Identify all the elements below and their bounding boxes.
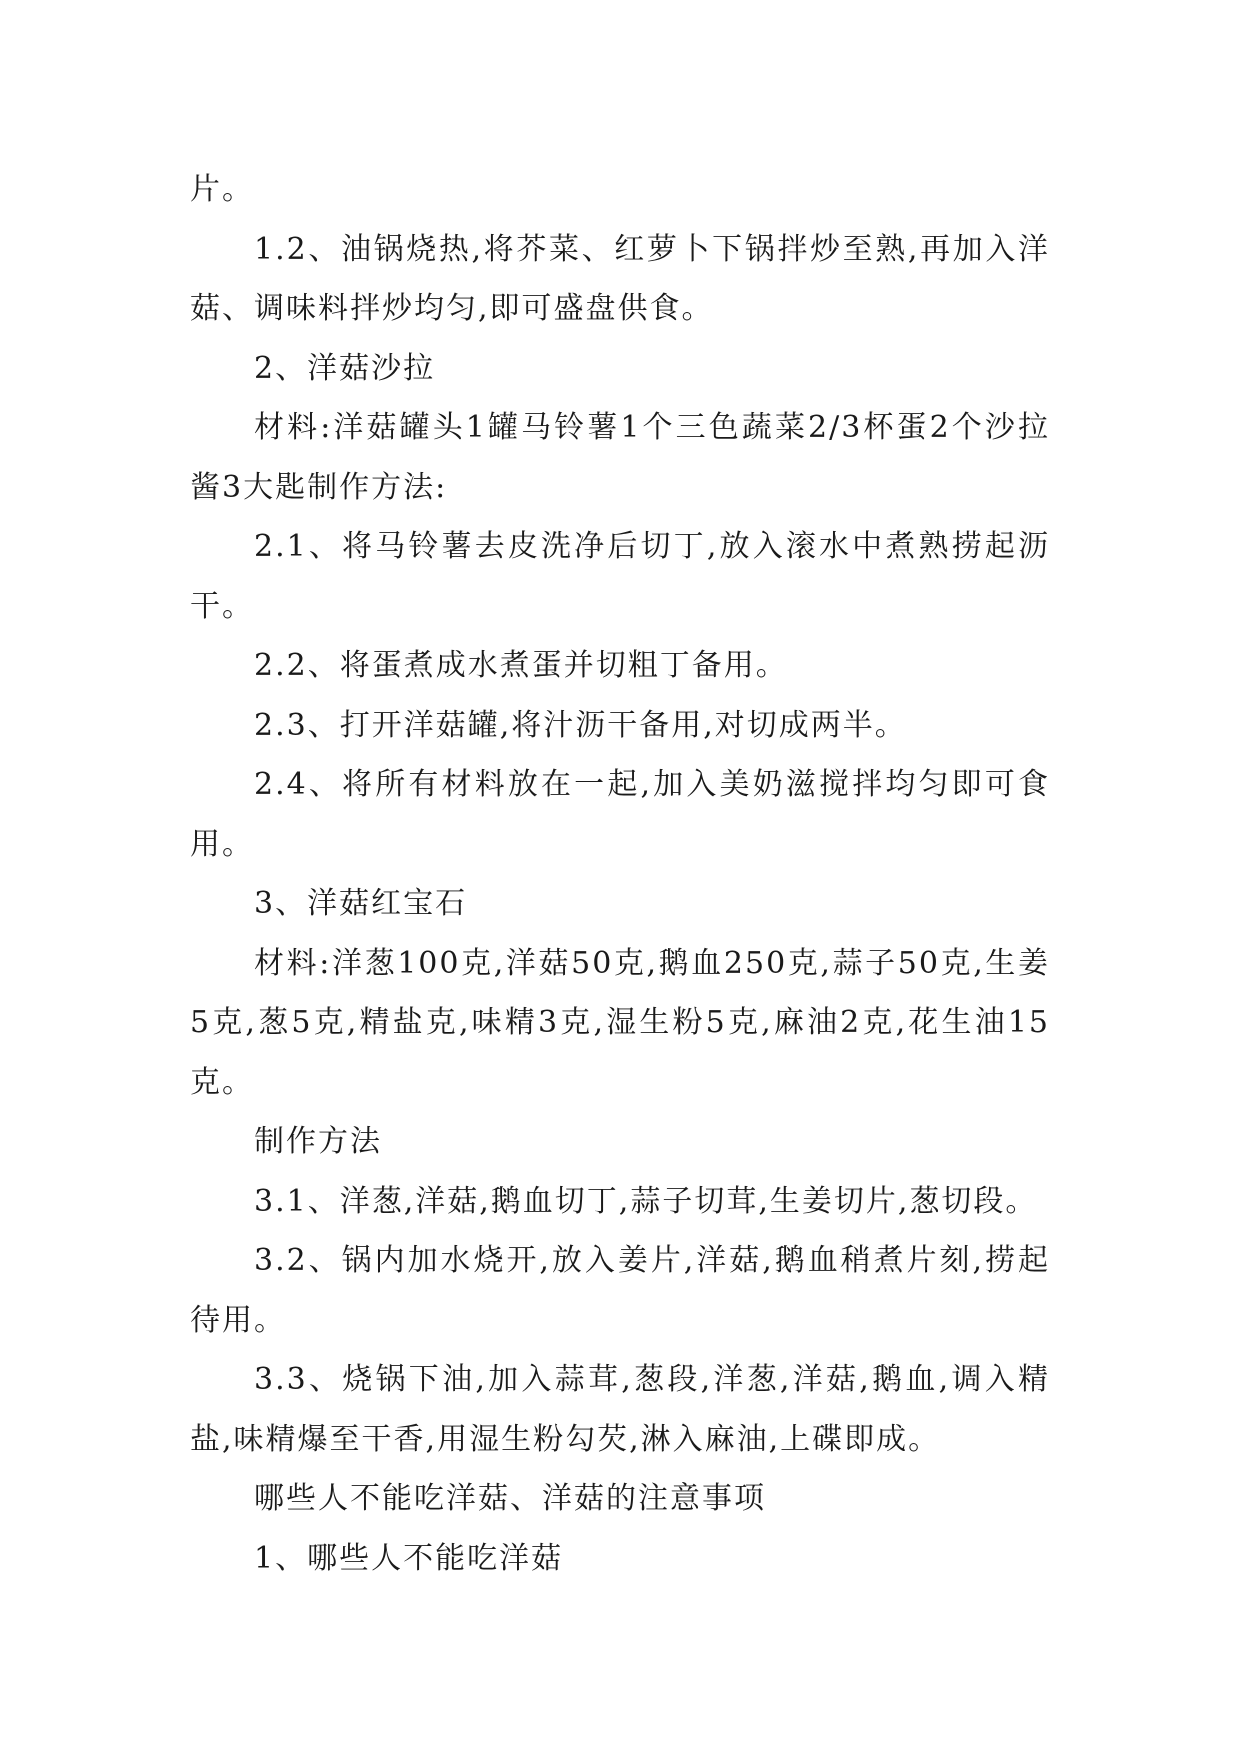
section-heading-precautions: 哪些人不能吃洋菇、洋菇的注意事项: [254, 1481, 766, 1516]
document-body: [190, 160, 1050, 1588]
paragraph-step-2-1: 2.1、将马铃薯去皮洗净后切丁,放入滚水中煮熟捞起沥干。: [190, 529, 1050, 624]
paragraph-step-2-4: 2.4、将所有材料放在一起,加入美奶滋搅拌均匀即可食用。: [190, 767, 1050, 862]
paragraph-step-2-3: 2.3、打开洋菇罐,将汁沥干备用,对切成两半。: [254, 707, 907, 743]
paragraph-method-heading: 制作方法: [254, 1124, 382, 1159]
section-heading-mushroom-salad: 2、洋菇沙拉: [254, 350, 436, 386]
paragraph-step-2-2: 2.2、将蛋煮成水煮蛋并切粗丁备用。: [254, 648, 788, 683]
paragraph-step-1-2: 1.2、油锅烧热,将芥菜、红萝卜下锅拌炒至熟,再加入洋菇、调味料拌炒均匀,即可盛盘供食。: [190, 231, 1050, 326]
paragraph-step-3-3: 3.3、烧锅下油,加入蒜茸,葱段,洋葱,洋菇,鹅血,调入精盐,味精爆至干香,用湿生粉勾芡,淋入麻油,上碟即成。: [190, 1362, 1050, 1457]
paragraph-step-3-2: 3.2、锅内加水烧开,放入姜片,洋菇,鹅血稍煮片刻,捞起待用。: [190, 1243, 1050, 1338]
paragraph-ruby-ingredients: 材料:洋葱100克,洋菇50克,鹅血250克,蒜子50克,生姜5克,葱5克,精盐克,味精3克,湿生粉5克,麻油2克,花生油15克。: [190, 945, 1050, 1100]
paragraph-step-3-1: 3.1、洋葱,洋菇,鹅血切丁,蒜子切茸,生姜切片,葱切段。: [254, 1183, 1038, 1219]
subsection-heading-who-should-avoid: 1、哪些人不能吃洋菇: [254, 1540, 564, 1576]
paragraph-salad-ingredients: 材料:洋菇罐头1罐马铃薯1个三色蔬菜2/3杯蛋2个沙拉酱3大匙制作方法:: [190, 410, 1050, 505]
section-heading-mushroom-ruby: 3、洋菇红宝石: [254, 886, 468, 921]
paragraph-continuation: 片。: [190, 172, 254, 207]
